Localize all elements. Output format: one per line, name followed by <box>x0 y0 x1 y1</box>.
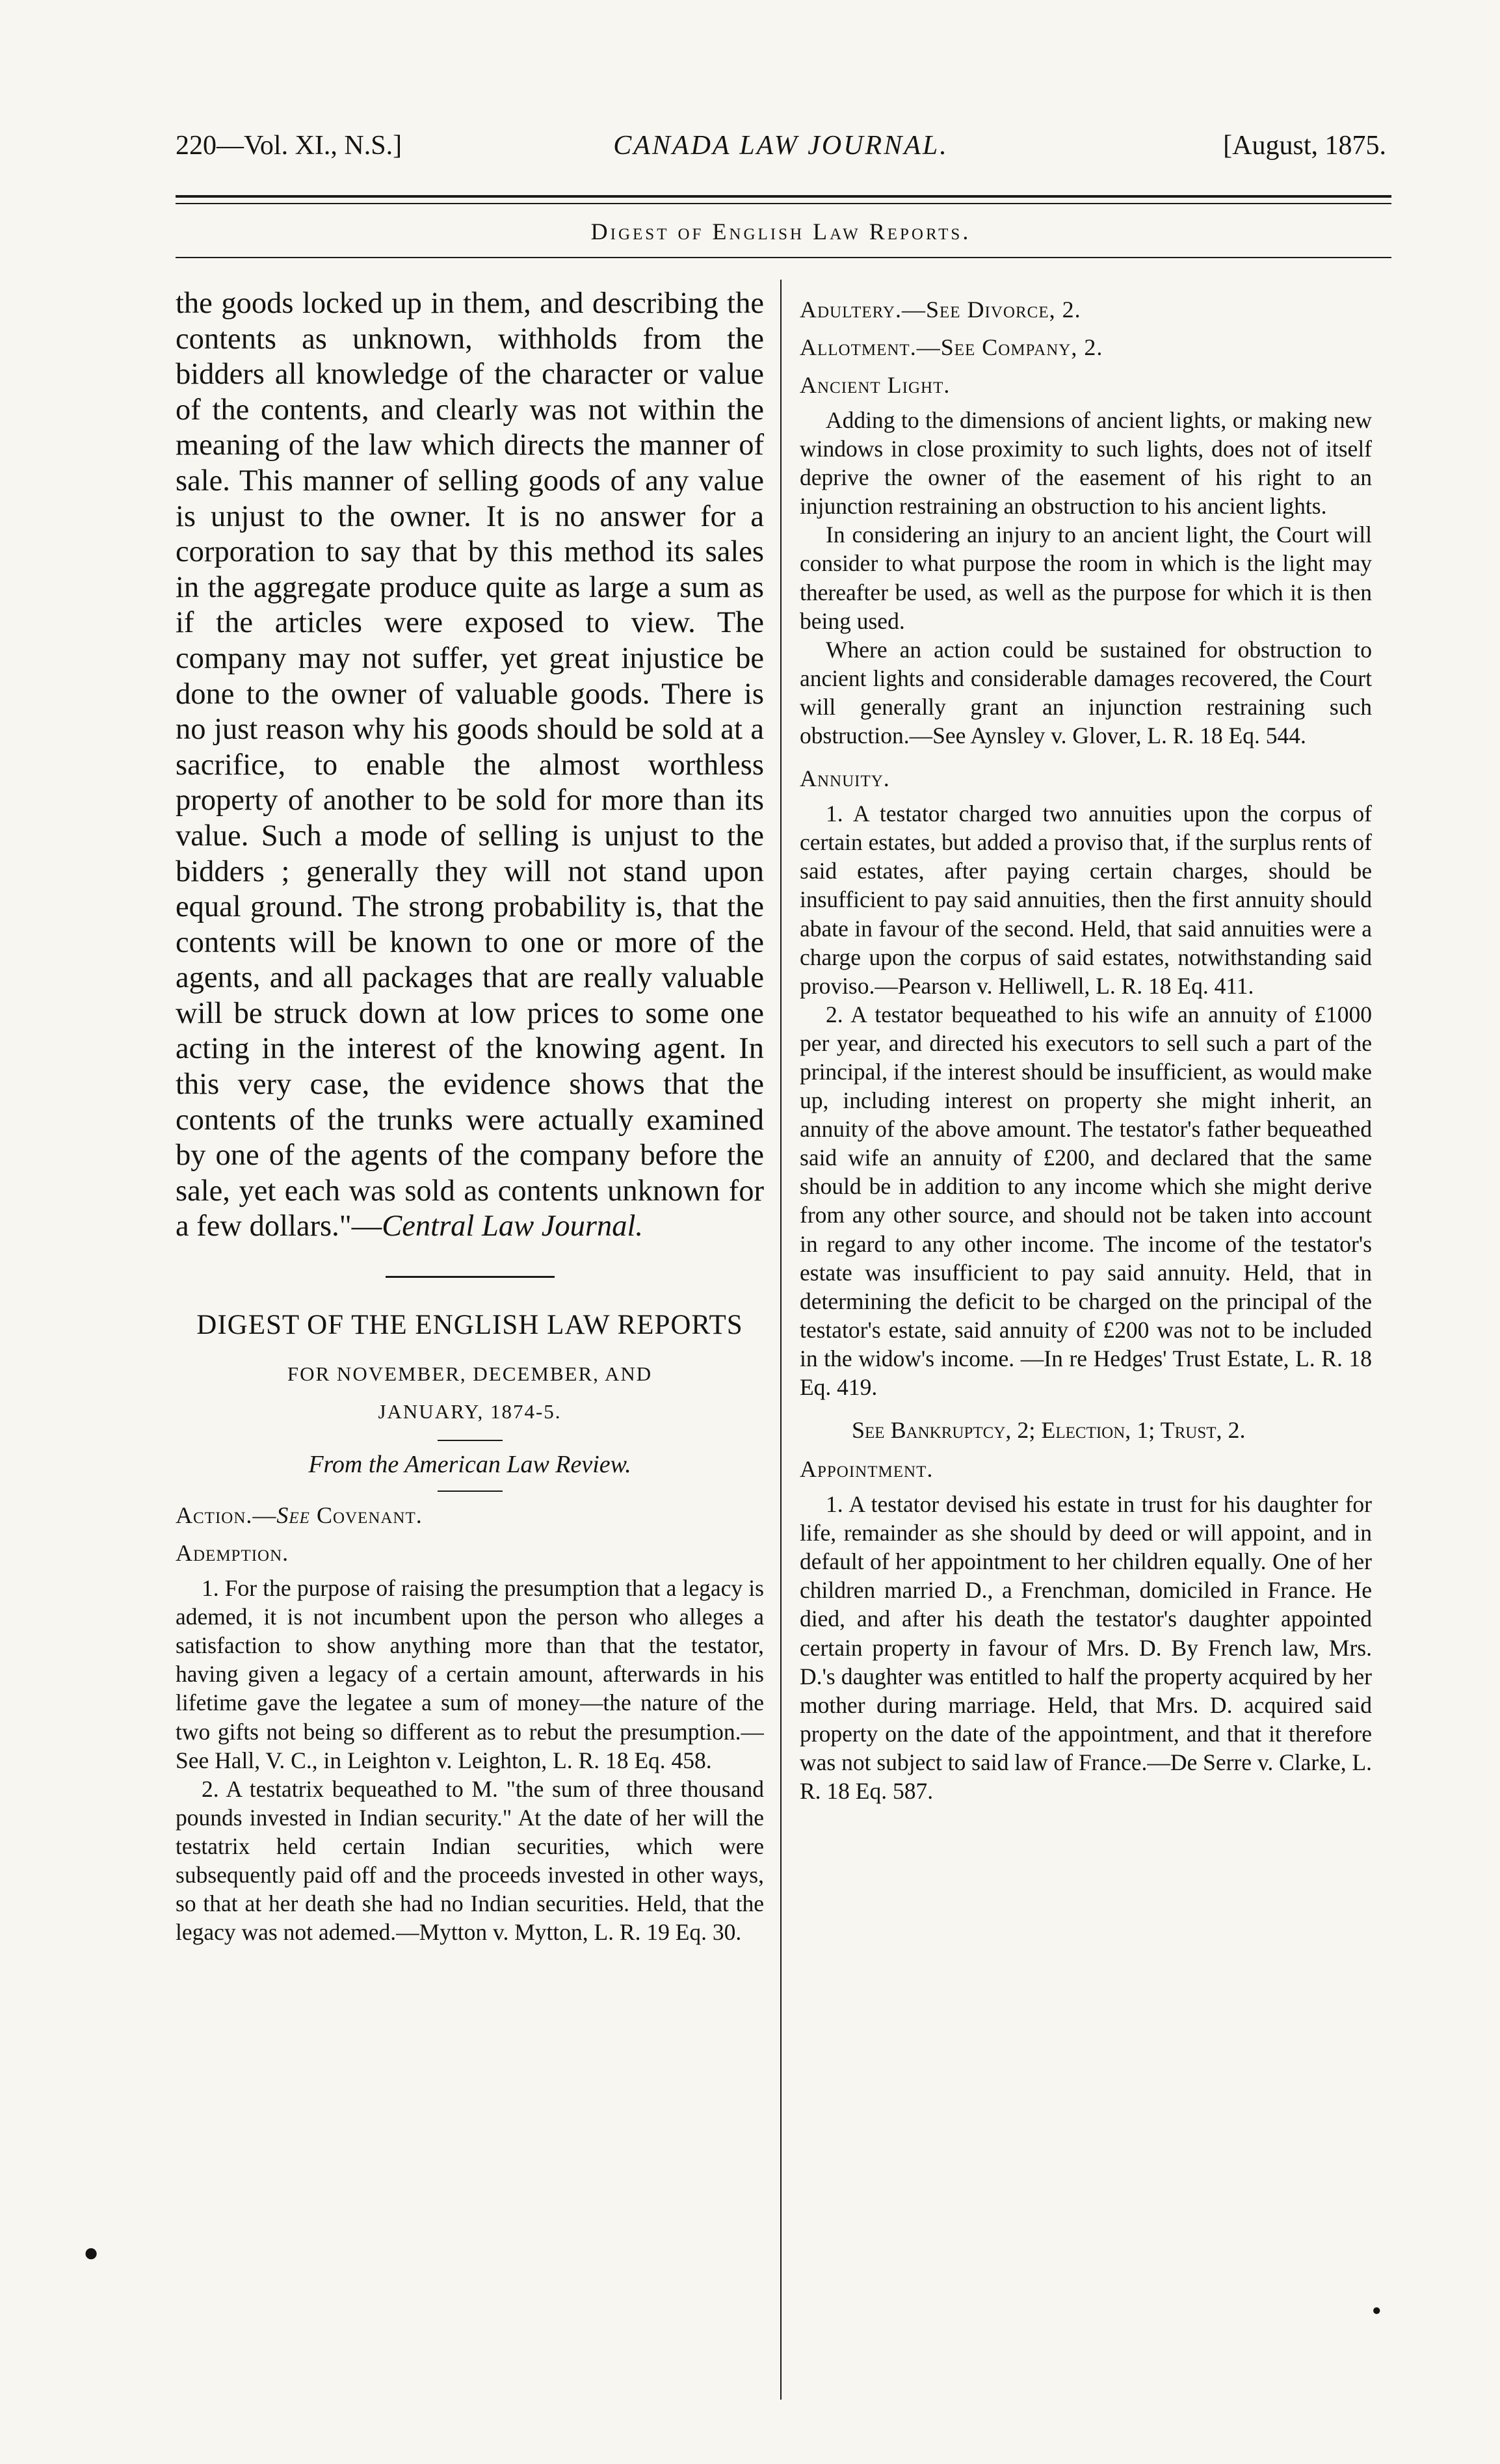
right-column <box>800 286 1372 2400</box>
running-header <box>176 130 1386 176</box>
entry-action: Action.—See Covenant. <box>176 1502 423 1529</box>
header-rule-top <box>176 195 1391 198</box>
entry-adultery: Adultery.—See Divorce, 2. <box>800 297 1081 323</box>
digest-title: DIGEST OF THE ENGLISH LAW REPORTS <box>196 1310 743 1341</box>
left-column <box>176 286 764 2400</box>
column-divider <box>780 280 782 2400</box>
annuity-paragraph-1: 1. A testator charged two annuities upon the corpus of certain estates, but added a proviso that, if the surplus rents of said estates, after paying certain charges, should be insufficient to pay said annuities, then the first annuity should abate in favour of the second. Held, that said annuities were a charge upon the corpus of said estates, notwithstanding said proviso.—Pearson v. Helliwell, L. R. 18 Eq. 411. <box>800 801 1372 999</box>
issue-date: [August, 1875. <box>1223 131 1386 161</box>
header-rule-bottom <box>176 203 1391 204</box>
entry-appointment-heading: Appointment. <box>800 1456 934 1483</box>
digest-period-line2: JANUARY, 1874-5. <box>378 1400 562 1424</box>
page-number-volume: 220—Vol. XI., N.S.] <box>176 131 402 161</box>
article-continuation: the goods locked up in them, and describing the contents as unknown, withholds from the bidders all knowledge of the character or value of the contents, and clearly was not within the meaning of the law which directs the manner of sale. This manner of selling goods of any value is unjust to the owner. It is no answer for a corporation to say that by this method its sales in the aggregate produce quite as large a sum as if the articles were exposed to view. The company may not suffer, yet great injustice be done to the owner of valuable goods. There is no just reason why his goods should be sold at a sacrifice, to enable the almost worthless property of another to be sold for more than its value. Such a mode of selling is unjust to the bidders ; generally they will not stand upon equal ground. The strong probability is, that the contents will be known to one or more of the agents, and all packages that are really valuable will be struck down at low prices to some one acting in the interest of the knowing agent. In this very case, the evidence shows that the contents of the trunks were actually examined by one of the agents of the company before the sale, yet each was sold as contents unknown for a few dollars."—Central Law Journal. <box>176 287 764 1243</box>
entry-ademption-heading: Ademption. <box>176 1540 289 1567</box>
ademption-paragraph-2: 2. A testatrix bequeathed to M. "the sum of three thousand pounds invested in Indian security." At the date of her will the testatrix held certain Indian securities, which were subsequently paid off and the proceeds invested in other ways, so that at her death she had no Indian securities. Held, that the legacy was not ademed.—Mytton v. Mytton, L. R. 19 Eq. 30. <box>176 1775 764 1946</box>
appointment-paragraph-1: 1. A testator devised his estate in trust for his daughter for life, remainder as she should by deed or will appoint, and in default of her appointment to her children equally. One of her children married D., a Frenchman, domiciled in France. He died, and after his death the testator's daughter appointed certain property in favour of Mrs. D. By French law, Mrs. D.'s daughter was entitled to half the property acquired by her mother during marriage. Held, that Mrs. D. acquired said property on the date of the appointment, and that it therefore was not subject to said law of France.—De Serre v. Clarke, L. R. 18 Eq. 587. <box>800 1491 1372 1805</box>
digest-source: From the American Law Review. <box>308 1451 631 1479</box>
article-source: Central Law Journal. <box>382 1210 644 1243</box>
section-rule <box>176 257 1391 258</box>
see-also-references: See Bankruptcy, 2; Election, 1; Trust, 2. <box>852 1417 1246 1444</box>
ancient-light-paragraph-3: Where an action could be sustained for obstruction to ancient lights and considerable damages recovered, the Court will generally grant an injunction restraining such obstruction.—See Aynsley v. Glover, L. R. 18 Eq. 544. <box>800 636 1372 749</box>
annuity-paragraph-2: 2. A testator bequeathed to his wife an annuity of £1000 per year, and directed his executors to sell such a part of the principal, if the interest should be insufficient, as would make up, including interest on property she might inherit, an annuity of the above amount. The testator's father bequeathed said wife an annuity of £200, and declared that the same should be in addition to any income which she might derive from any other source, and should not be taken into account in regard to any other income. The income of the testator's estate was insufficient to pay said annuity. Held, that in determining the deficit to be charged on the principal of the testator's estate, said annuity of £200 was not to be included in the widow's income. —In re Hedges' Trust Estate, L. R. 18 Eq. 419. <box>800 1001 1372 1400</box>
entry-allotment: Allotment.—See Company, 2. <box>800 334 1103 360</box>
article-divider <box>386 1276 555 1278</box>
journal-title: CANADA LAW JOURNAL. <box>613 131 949 161</box>
entry-ancient-light-heading: Ancient Light. <box>800 372 951 398</box>
section-title: Digest of English Law Reports. <box>590 219 971 245</box>
digest-source-divider <box>438 1490 503 1492</box>
printer-mark-right: ● <box>1372 2302 1382 2319</box>
digest-period-line1: FOR NOVEMBER, DECEMBER, AND <box>287 1362 653 1386</box>
entry-annuity-heading: Annuity. <box>800 765 890 792</box>
ancient-light-paragraph-2: In considering an injury to an ancient light, the Court will consider to what purpose the room in which is the light may thereafter be used, as well as the purpose for which it is then being used. <box>800 522 1372 634</box>
printer-mark-left: ● <box>83 2238 99 2267</box>
ademption-paragraph-1: 1. For the purpose of raising the presumption that a legacy is ademed, it is not incumbent upon the person who alleges a satisfaction to show anything more than that the testator, having given a legacy of a certain amount, afterwards in his lifetime gave the legatee a sum of money—the nature of the two gifts not being so different as to rebut the presumption.—See Hall, V. C., in Leighton v. Leighton, L. R. 18 Eq. 458. <box>176 1575 764 1773</box>
ancient-light-paragraph-1: Adding to the dimensions of ancient lights, or making new windows in close proximity to such lights, does not of itself deprive the owner of the easement of his right to an injunction restraining an obstruction to his ancient lights. <box>800 407 1372 520</box>
digest-sub-divider <box>438 1440 503 1441</box>
